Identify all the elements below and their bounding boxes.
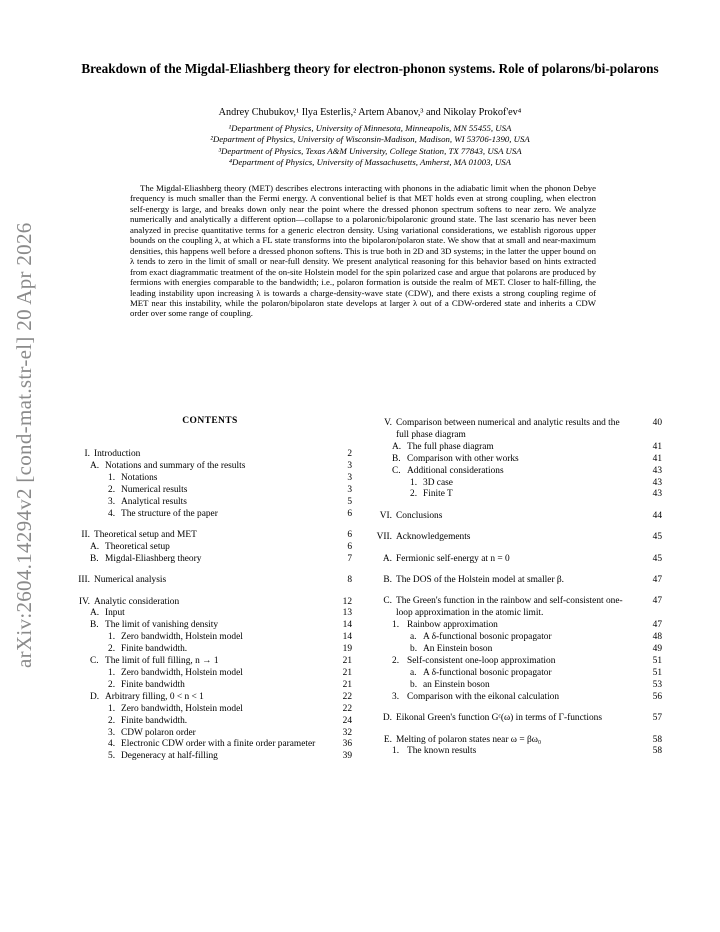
toc-entry-page: 43	[652, 465, 662, 476]
toc-entry[interactable]	[372, 746, 662, 758]
toc-entry-page: 39	[342, 751, 352, 762]
toc-entry-title: The Green's function in the rainbow and self-consistent one-loop approximation in the atomic limit.	[396, 596, 623, 619]
toc-entry-title: Self-consistent one-loop approximation	[407, 656, 556, 666]
toc-entry[interactable]	[70, 656, 352, 668]
toc-entry-number: b.	[410, 679, 418, 690]
toc-entry[interactable]	[372, 466, 662, 478]
toc-entry-title: Analytic consideration	[94, 596, 180, 607]
toc-entry-title: Theoretical setup and MET	[94, 529, 197, 540]
toc-entry-page: 40	[652, 418, 662, 428]
toc-entry-number: VI.	[379, 510, 392, 521]
toc-entry-number: 1.	[392, 746, 400, 757]
toc-entry-title: A δ-functional bosonic propagator	[423, 632, 552, 643]
toc-entry-title: Additional considerations	[407, 465, 504, 476]
toc-entry-number: 1.	[392, 620, 400, 631]
toc-entry-page: 14	[342, 632, 352, 643]
toc-entry-number: 3.	[108, 727, 116, 738]
toc-entry[interactable]	[372, 532, 662, 544]
toc-entry-number: A.	[90, 460, 100, 471]
toc-entry[interactable]	[372, 713, 662, 725]
toc-entry[interactable]	[70, 620, 352, 632]
toc-entry-title: Arbitrary filling, 0 < n < 1	[105, 691, 204, 702]
toc-entry[interactable]	[372, 632, 662, 644]
toc-entry-title: Notations and summary of the results	[105, 460, 246, 471]
toc-entry-page: 14	[342, 620, 352, 631]
toc-entry-title: Notations	[121, 472, 158, 483]
toc-entry-page: 8	[347, 575, 352, 586]
toc-entry-title: Conclusions	[396, 510, 443, 521]
toc-entry-title: Rainbow approximation	[407, 620, 498, 631]
toc-entry-page: 51	[652, 667, 662, 678]
toc-entry-title: Comparison with other works	[407, 453, 519, 464]
toc-entry-page: 19	[342, 644, 352, 655]
toc-entry-page: 49	[652, 644, 662, 655]
toc-entry[interactable]	[372, 575, 662, 587]
toc-entry[interactable]	[372, 680, 662, 692]
toc-entry-title: Finite bandwidth	[121, 679, 185, 690]
toc-entry[interactable]	[70, 485, 352, 497]
toc-entry-title: 3D case	[423, 477, 453, 488]
toc-entry-number: D.	[382, 713, 392, 724]
toc-entry-page: 6	[347, 529, 352, 540]
toc-entry-number: b.	[410, 644, 418, 655]
toc-entry-title: The known results	[407, 746, 477, 757]
toc-entry-page: 7	[347, 553, 352, 564]
toc-entry-title: The full phase diagram	[407, 441, 494, 452]
toc-entry-page: 45	[652, 532, 662, 543]
table-of-contents-left-column	[70, 449, 352, 763]
toc-entry-number: IV.	[78, 596, 90, 607]
toc-entry-title: Comparison with the eikonal calculation	[407, 691, 560, 702]
toc-entry-number: E.	[383, 734, 392, 745]
toc-entry-page: 45	[652, 553, 662, 564]
toc-entry-number: C.	[383, 596, 392, 607]
toc-entry-title: Electronic CDW order with a finite order parameter	[121, 739, 316, 750]
toc-entry-number: 4.	[108, 739, 116, 750]
toc-entry-page: 53	[652, 679, 662, 690]
toc-entry[interactable]	[372, 442, 662, 454]
toc-entry-page: 41	[652, 453, 662, 464]
arxiv-identifier: arXiv:2604.14294v2 [cond-mat.str-el] 20 Apr 2026	[12, 222, 36, 668]
toc-entry-number: 1.	[410, 477, 418, 488]
toc-entry-page: 36	[342, 739, 352, 750]
toc-entry[interactable]	[372, 554, 662, 566]
toc-entry[interactable]	[70, 704, 352, 716]
toc-entry-page: 12	[342, 596, 352, 607]
toc-entry-number: 1.	[108, 703, 116, 714]
toc-entry-page: 32	[342, 727, 352, 738]
affiliation-2: ²Department of Physics, University of Wisconsin-Madison, Madison, WI 53706-1390, USA	[210, 134, 530, 145]
toc-entry[interactable]	[70, 692, 352, 704]
toc-entry-number: 2.	[410, 489, 418, 500]
toc-entry-title: Zero bandwidth, Holstein model	[121, 632, 243, 643]
toc-entry-page: 22	[342, 691, 352, 702]
author-list: Andrey Chubukov,¹ Ilya Esterlis,² Artem Abanov,³ and Nikolay Prokof'ev⁴	[218, 107, 522, 118]
toc-entry-title: Migdal-Eliashberg theory	[105, 553, 202, 564]
toc-entry-number: I.	[84, 449, 90, 459]
toc-entry-title: The limit of vanishing density	[105, 620, 219, 631]
toc-entry-number: B.	[90, 553, 99, 564]
toc-entry[interactable]	[372, 596, 662, 620]
toc-entry[interactable]	[70, 575, 352, 587]
toc-entry-page: 58	[652, 746, 662, 757]
toc-entry-title: Numerical results	[121, 484, 188, 495]
affiliation-3: ³Department of Physics, Texas A&M University, College Station, TX 77843, USA USA	[218, 145, 522, 156]
toc-entry-number: 1.	[108, 632, 116, 643]
table-of-contents-right-column	[372, 418, 662, 758]
toc-entry-page: 47	[652, 575, 662, 586]
toc-entry-number: 2.	[108, 644, 116, 655]
toc-entry[interactable]	[372, 620, 662, 632]
toc-entry-number: V.	[384, 418, 392, 428]
toc-entry-number: a.	[410, 632, 417, 643]
toc-entry-number: C.	[392, 465, 401, 476]
toc-entry[interactable]	[70, 751, 352, 763]
toc-entry-title: The limit of full filling, n → 1	[105, 656, 219, 667]
toc-entry-title: Eikonal Green's function Gᶜ(ω) in terms of Γ-functions	[396, 713, 602, 724]
toc-entry-page: 43	[652, 477, 662, 488]
toc-entry-title: Zero bandwidth, Holstein model	[121, 703, 243, 714]
toc-entry-page: 51	[652, 656, 662, 666]
toc-entry-title: an Einstein boson	[423, 679, 490, 690]
toc-entry-page: 41	[652, 441, 662, 452]
toc-entry-number: 4.	[108, 508, 116, 519]
toc-entry-number: VII.	[376, 532, 392, 543]
toc-entry-title: CDW polaron order	[121, 727, 196, 738]
toc-entry-page: 24	[342, 715, 352, 726]
toc-entry-title: Theoretical setup	[105, 541, 170, 552]
toc-entry-page: 22	[342, 703, 352, 714]
toc-entry-title: Acknowledgements	[396, 532, 471, 543]
toc-entry-number: D.	[90, 691, 100, 702]
toc-entry-title: Fermionic self-energy at n = 0	[396, 553, 510, 564]
toc-entry[interactable]	[372, 644, 662, 656]
toc-entry[interactable]	[372, 478, 662, 490]
toc-entry[interactable]	[70, 473, 352, 485]
toc-entry-title: Finite bandwidth.	[121, 644, 188, 655]
toc-entry-page: 3	[347, 460, 352, 471]
toc-entry-page: 5	[347, 496, 352, 507]
toc-entry-page: 3	[347, 484, 352, 495]
toc-entry[interactable]	[372, 668, 662, 680]
toc-entry-title: Analytical results	[121, 496, 187, 507]
toc-entry[interactable]	[372, 735, 662, 747]
toc-entry[interactable]	[70, 728, 352, 740]
toc-entry-number: 2.	[108, 484, 116, 495]
toc-entry-page: 2	[347, 449, 352, 459]
toc-entry-page: 48	[652, 632, 662, 643]
toc-entry-number: A.	[90, 608, 100, 619]
toc-entry[interactable]	[372, 418, 662, 442]
toc-entry[interactable]	[70, 449, 352, 461]
affiliation-1: ¹Department of Physics, University of Minnesota, Minneapolis, MN 55455, USA	[228, 123, 512, 133]
toc-entry[interactable]	[70, 716, 352, 728]
toc-entry-number: 2.	[108, 679, 116, 690]
toc-entry-number: 2.	[392, 656, 400, 666]
toc-entry-title: Zero bandwidth, Holstein model	[121, 668, 243, 678]
toc-entry[interactable]	[70, 497, 352, 509]
toc-entry-number: B.	[383, 575, 392, 586]
toc-entry-page: 3	[347, 472, 352, 483]
toc-entry-title: Comparison between numerical and analytic results and the full phase diagram	[396, 418, 620, 440]
toc-entry-number: C.	[90, 656, 99, 667]
toc-entry-title: Numerical analysis	[94, 575, 167, 586]
toc-entry[interactable]	[372, 656, 662, 668]
toc-entry[interactable]	[70, 530, 352, 542]
toc-entry-page: 44	[652, 510, 662, 521]
toc-entry-page: 47	[652, 620, 662, 631]
toc-entry-number: A.	[392, 441, 402, 452]
toc-entry-page: 21	[342, 679, 352, 690]
toc-entry-title: Input	[105, 608, 125, 619]
toc-entry-number: II.	[81, 529, 90, 540]
toc-entry-title: The structure of the paper	[121, 508, 218, 519]
toc-entry-page: 58	[652, 734, 662, 745]
toc-entry-title: The DOS of the Holstein model at smaller β.	[396, 575, 565, 586]
toc-entry-page: 21	[342, 668, 352, 678]
toc-entry[interactable]	[70, 680, 352, 692]
toc-entry[interactable]	[70, 597, 352, 609]
toc-entry-page: 43	[652, 489, 662, 500]
toc-entry-page: 57	[652, 713, 662, 724]
toc-entry-number: B.	[90, 620, 99, 631]
toc-entry-page: 13	[342, 608, 352, 619]
toc-entry-number: A.	[90, 541, 100, 552]
toc-entry[interactable]	[70, 644, 352, 656]
affiliations	[90, 123, 650, 169]
toc-entry-title: Introduction	[94, 449, 141, 459]
toc-entry[interactable]	[70, 554, 352, 566]
toc-entry-number: A.	[382, 553, 392, 564]
toc-entry[interactable]	[372, 692, 662, 704]
toc-entry-number: 2.	[108, 715, 116, 726]
toc-entry-title: A δ-functional bosonic propagator	[423, 667, 552, 678]
toc-entry[interactable]	[70, 739, 352, 751]
toc-entry-title: Degeneracy at half-filling	[121, 751, 218, 762]
toc-entry-page: 6	[347, 508, 352, 519]
toc-entry-page: 47	[652, 596, 662, 607]
toc-entry-page: 56	[652, 691, 662, 702]
toc-entry-number: 1.	[108, 668, 116, 678]
toc-entry-number: B.	[392, 453, 401, 464]
toc-entry-number: 3.	[392, 691, 400, 702]
toc-entry[interactable]	[70, 668, 352, 680]
toc-entry[interactable]	[372, 489, 662, 501]
toc-entry-number: 1.	[108, 472, 116, 483]
affiliation-4: ⁴Department of Physics, University of Massachusetts, Amherst, MA 01003, USA	[228, 157, 511, 168]
toc-entry-number: 3.	[108, 496, 116, 507]
toc-entry[interactable]	[70, 509, 352, 521]
toc-entry-number: 5.	[108, 751, 116, 762]
toc-entry[interactable]	[70, 632, 352, 644]
abstract: The Migdal-Eliashberg theory (MET) describes electrons interacting with phonons in the adiabatic limit when the phonon Debye frequency is much smaller than the Fermi energy. A conventional belief is that MET holds even at strong coupling, when electron self-energy is large, and breaks down only near the point where the dressed phonon spectrum softens to near zero. We analyze numerically and analytically a different option—collapse to a polaronic/bipolaronic ground state. The last scenario has never been analyzed in precise quantitative terms for a generic electron density. Using variational considerations, we establish rigorous upper bounds on the coupling λ, at which a FL state transforms into the bipolaron/polaron state. We show that at small and near-maximum densities, this happens well before a dressed phonon softens. This is true both in 2D and 3D systems; in the latter the upper bound on λ tends to zero in the limit of small or near-full density. We present analytical reasoning for this behavior based on hints extracted from exact diagrammatic treatment of the on-site Holstein model for the spin polarized case and argue that polarons are produced by fermions with energies comparable to the bandwidth; i.e., polaron formation is outside the realm of MET. Closer to half-filling, the leading instability upon increasing λ is towards a charge-density-wave state (CDW), and there exists a strong coupling regime of MET near this instability, while the polaron/bipolaron state develops at larger λ out of a CDW-ordered state and inherits a CDW order over some range of coupling.	[130, 183, 596, 319]
paper-title: Breakdown of the Migdal-Eliashberg theory for electron-phonon systems. Role of polarons/bi-polarons	[81, 61, 659, 76]
toc-entry-title: Melting of polaron states near ω = βω₀	[396, 734, 542, 745]
contents-heading: CONTENTS	[182, 416, 238, 426]
toc-entry-number: a.	[410, 667, 417, 678]
toc-entry-title: An Einstein boson	[423, 644, 493, 655]
toc-entry[interactable]	[70, 461, 352, 473]
toc-entry-page: 6	[347, 541, 352, 552]
toc-entry[interactable]	[70, 608, 352, 620]
toc-entry[interactable]	[372, 511, 662, 523]
toc-entry[interactable]	[70, 542, 352, 554]
toc-entry-title: Finite T	[423, 489, 453, 500]
toc-entry-page: 21	[342, 656, 352, 667]
toc-entry-title: Finite bandwidth.	[121, 715, 188, 726]
toc-entry[interactable]	[372, 454, 662, 466]
toc-entry-number: III.	[78, 575, 90, 586]
